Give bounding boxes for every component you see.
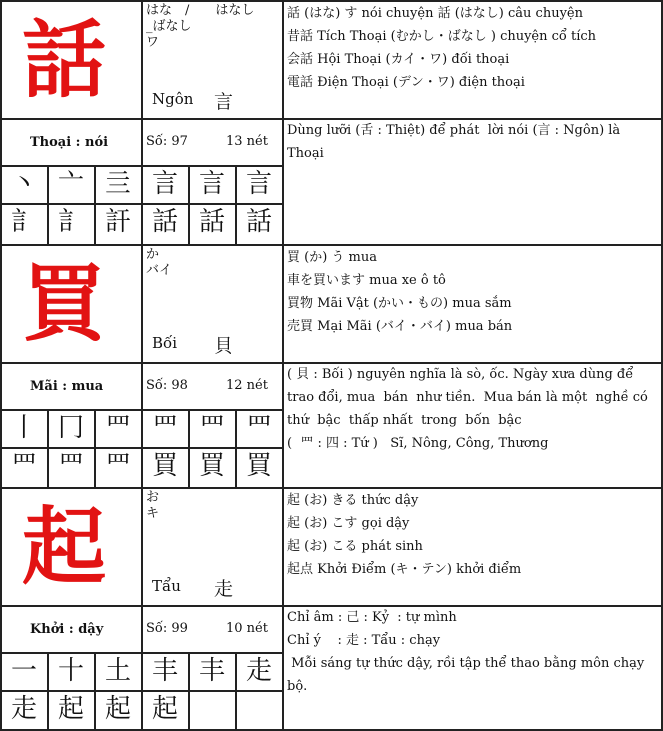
stroke-step: 起 (57, 694, 84, 724)
kanji-number: Số: 98 (146, 378, 188, 393)
kanji-character: 話 (22, 10, 107, 109)
kanji-note: Dùng lưỡi (舌 : Thiệt) để phát lời nói (言 : Ngôn) là Thoại (287, 123, 625, 161)
example-item: 車を買います mua xe ô tô (287, 273, 446, 288)
stroke-step: 訁 (10, 207, 37, 237)
stroke-step: 亖 (104, 169, 131, 199)
stroke-step: 丶 (10, 169, 37, 199)
stroke-step: 丰 (198, 656, 225, 686)
example-item: 起 (お) きる thức dậy (287, 493, 419, 508)
example-item: 電話 Điện Thoại (デン・ワ) điện thoại (287, 75, 525, 90)
example-item: 起点 Khởi Điểm (キ・テン) khởi điểm (287, 562, 522, 577)
grid-line (282, 0, 284, 244)
stroke-step (189, 691, 235, 728)
radical-character: 言 (214, 91, 234, 113)
example-item: 起 (お) こる phát sinh (287, 539, 423, 554)
kanji-note: Chỉ âm : 己 : Kỷ : tự mình Chỉ ý : 走 : Tẩu : chạy Mỗi sáng tự thức dậy, rồi tập thể thao bằng môn chạy bộ. (287, 610, 645, 694)
kanji-number: Số: 99 (146, 621, 188, 636)
example-item: 買 (か) う mua (287, 250, 377, 265)
kanji-character: 買 (22, 254, 107, 353)
stroke-step: 話 (198, 207, 225, 237)
stroke-step: 起 (104, 694, 131, 724)
stroke-step: 罒 (57, 451, 84, 481)
kanji-readings: お キ (146, 490, 160, 521)
example-item: 起 (お) こす gọi dậy (287, 516, 410, 531)
radical-character: 貝 (214, 335, 234, 357)
kanji-meaning: Khởi : dậy (30, 622, 104, 637)
stroke-step (236, 691, 282, 728)
radical-name: Bối (152, 334, 177, 352)
kanji-meaning: Thoại : nói (30, 135, 109, 150)
radical-name: Tẩu (152, 577, 181, 595)
stroke-step: 罒 (104, 451, 131, 481)
stroke-step: 丨 (10, 413, 37, 443)
example-item: 買物 Mãi Vật (かい・もの) mua sắm (287, 296, 512, 311)
grid-line (282, 487, 284, 731)
radical-character: 走 (214, 578, 234, 600)
stroke-step: 亠 (57, 169, 84, 199)
stroke-step: 罒 (198, 413, 225, 443)
stroke-step: 罒 (151, 413, 178, 443)
example-list (287, 489, 659, 581)
stroke-step: 言 (198, 169, 225, 199)
stroke-step: 言 (245, 169, 272, 199)
grid-line (282, 244, 284, 487)
grid-line (141, 244, 143, 409)
stroke-step: 買 (198, 451, 225, 481)
stroke-count: 12 nét (226, 378, 268, 393)
stroke-step: 冂 (57, 413, 84, 443)
stroke-step: 一 (10, 656, 37, 686)
kanji-readings: はな / はなし _ばなし ワ (146, 3, 255, 50)
example-item: 売買 Mại Mãi (バイ・バイ) mua bán (287, 319, 513, 334)
stroke-step: 罒 (245, 413, 272, 443)
example-list (287, 2, 659, 94)
stroke-step: 話 (151, 207, 178, 237)
stroke-step: 話 (245, 207, 272, 237)
stroke-step: 走 (245, 656, 272, 686)
stroke-step: 訁 (57, 207, 84, 237)
radical-name: Ngôn (152, 90, 194, 108)
kanji-note: ( 貝 : Bối ) nguyên nghĩa là sò, ốc. Ngày xưa dùng để trao đổi, mua bán như tiền. Mua bán là một nghề có thứ bậc thấp nhất trong bốn bậc ( 罒 : 四 : Tứ ) Sĩ, Nông, Công, Thương (287, 367, 648, 451)
stroke-count: 13 nét (226, 134, 268, 149)
stroke-step: 買 (245, 451, 272, 481)
example-list (287, 246, 659, 338)
kanji-number: Số: 97 (146, 134, 188, 149)
stroke-step: 十 (57, 656, 84, 686)
stroke-step: 言 (151, 169, 178, 199)
stroke-step: 罒 (10, 451, 37, 481)
stroke-step: 走 (10, 694, 37, 724)
example-item: 会話 Hội Thoại (カイ・ワ) đối thoại (287, 52, 510, 67)
stroke-step: 丰 (151, 656, 178, 686)
stroke-count: 10 nét (226, 621, 268, 636)
stroke-step: 起 (151, 694, 178, 724)
grid-line (0, 0, 2, 731)
kanji-meaning: Mãi : mua (30, 379, 104, 394)
stroke-step: 土 (104, 656, 131, 686)
grid-line (141, 487, 143, 652)
kanji-character: 起 (22, 497, 107, 596)
stroke-step: 罒 (104, 413, 131, 443)
grid-line (141, 0, 143, 165)
example-item: 話 (はな) す nói chuyện 話 (はなし) câu chuyện (287, 6, 583, 21)
kanji-readings: か バイ (146, 247, 173, 278)
stroke-step: 買 (151, 451, 178, 481)
stroke-step: 訐 (104, 207, 131, 237)
example-item: 昔話 Tích Thoại (むかし・ばなし ) chuyện cổ tích (287, 29, 597, 44)
